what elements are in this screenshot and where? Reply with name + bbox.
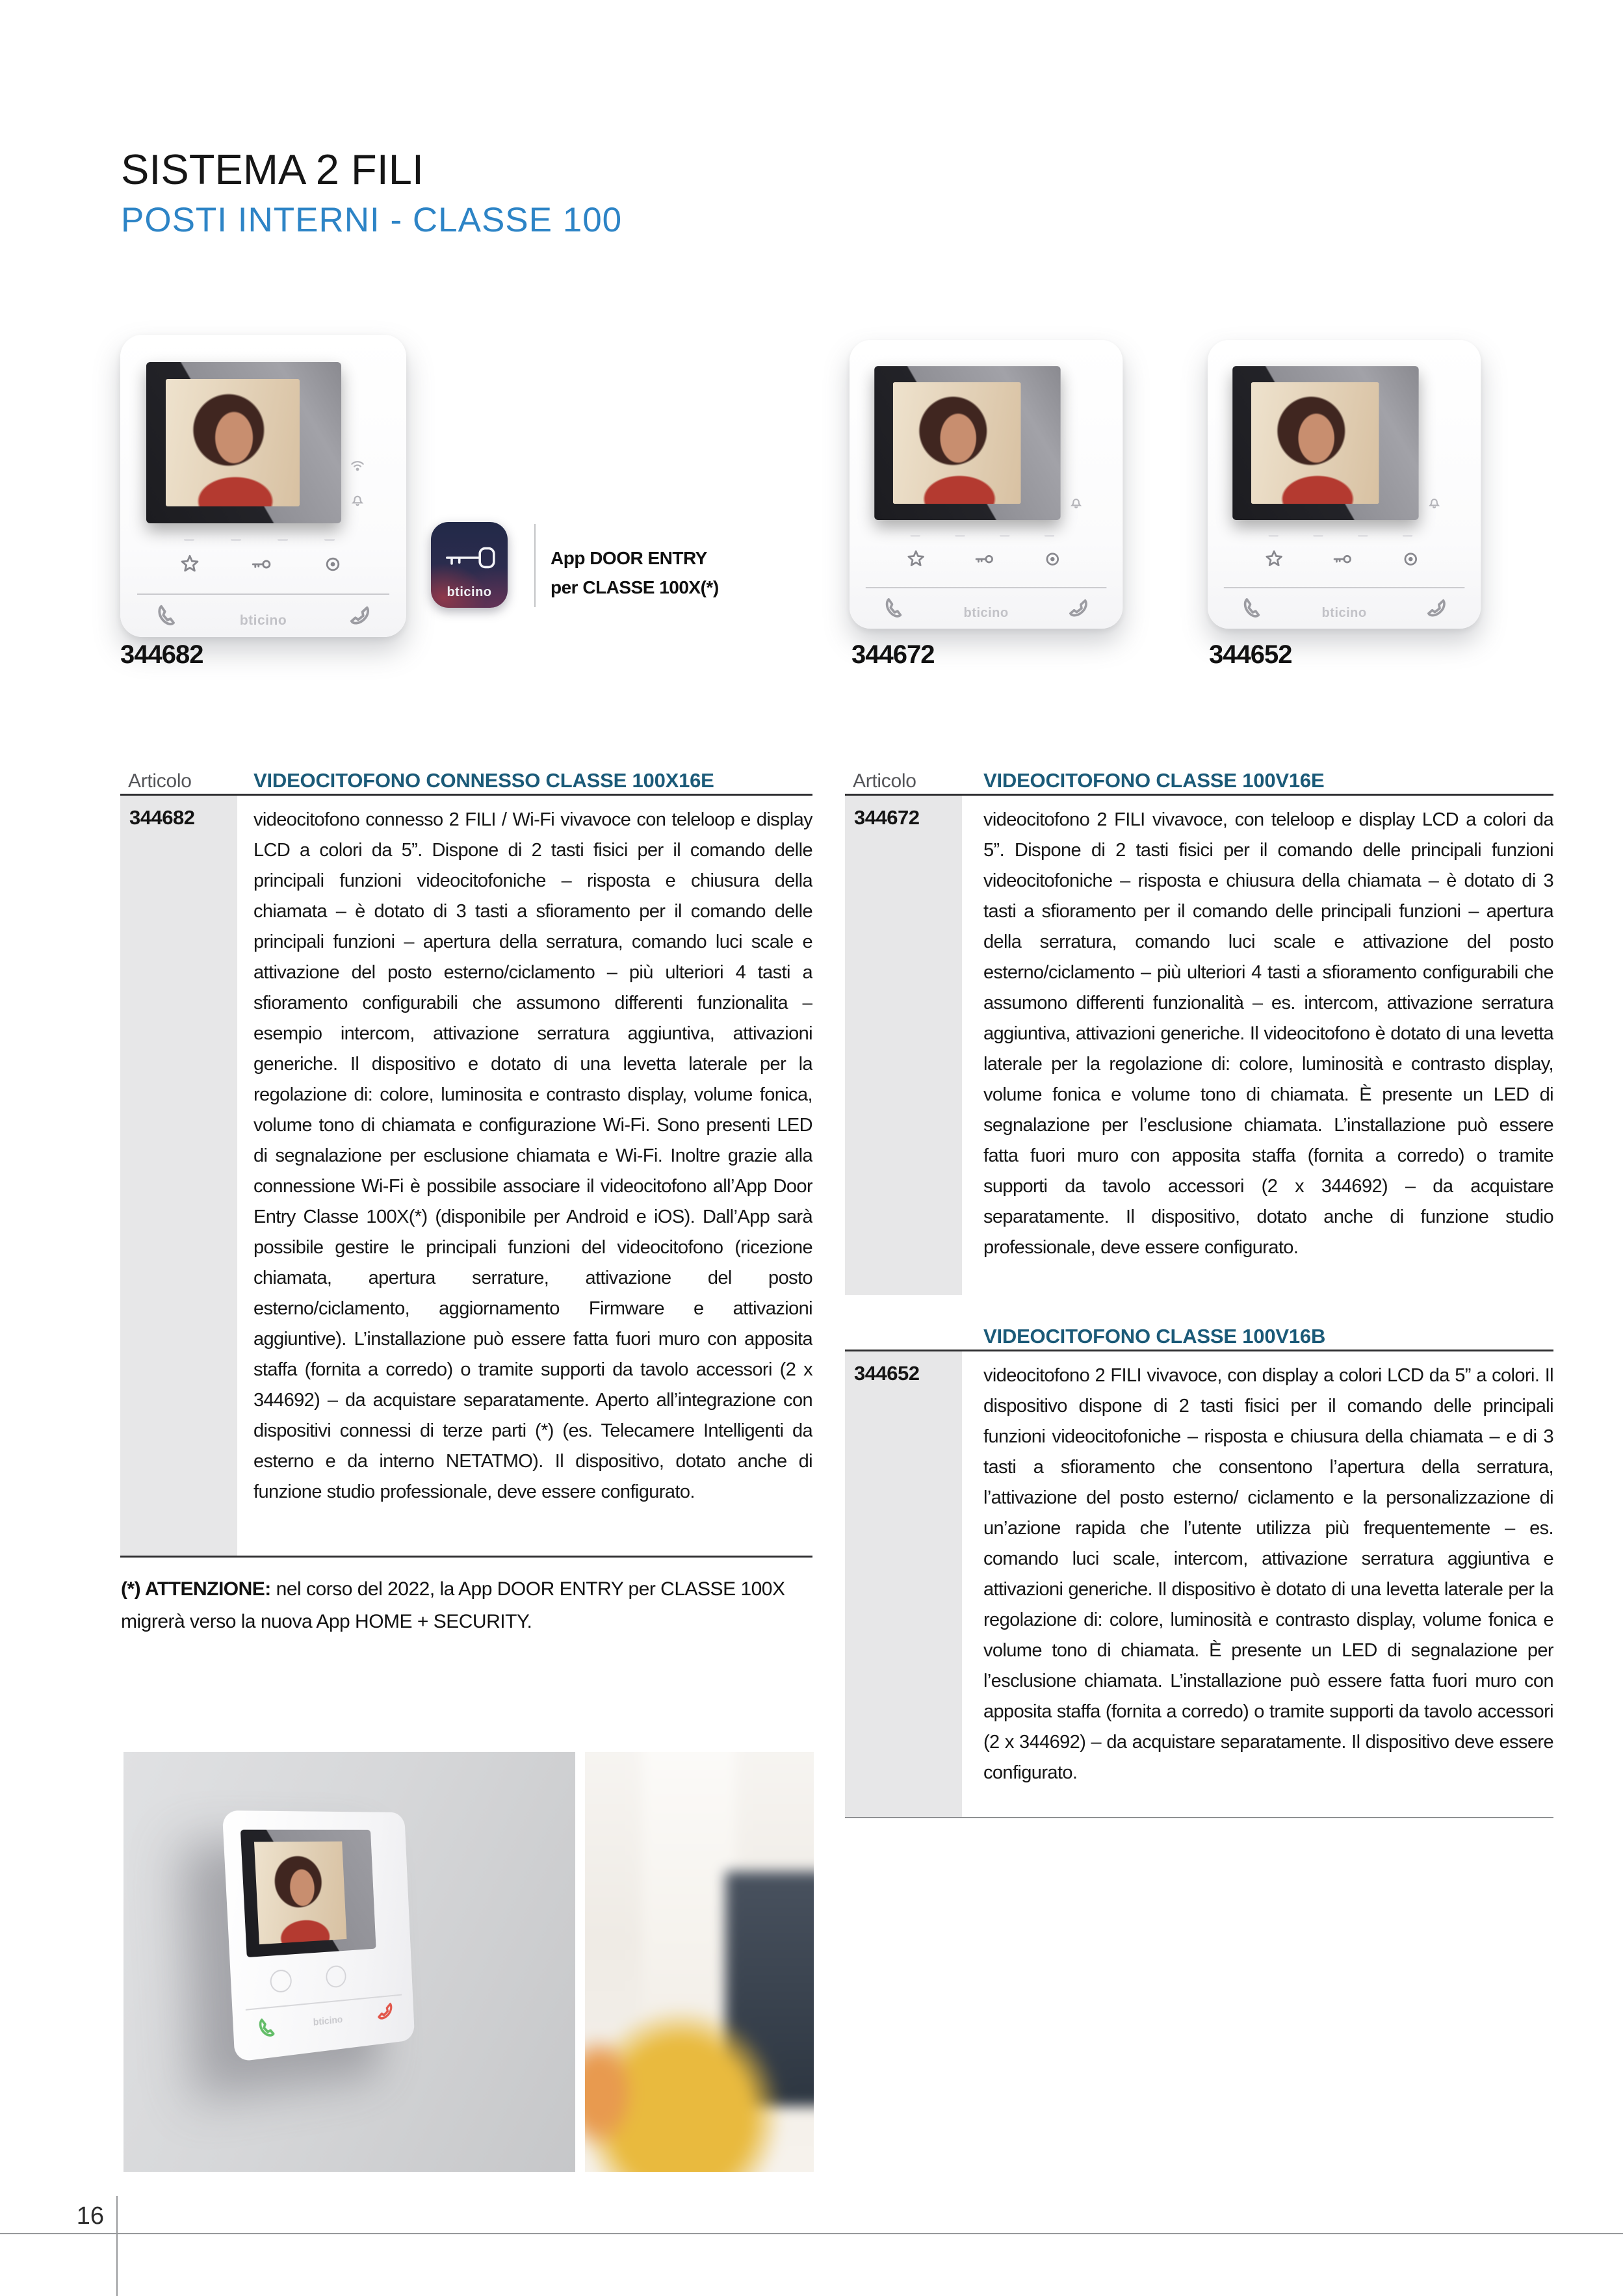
caller-portrait-image (166, 379, 300, 506)
device-side-leds (349, 457, 366, 508)
left-table-article-number: 344682 (129, 806, 195, 829)
favorite-star-icon (905, 549, 926, 569)
right-table-bottom-article-cell (845, 1351, 962, 1817)
device-screen (240, 1830, 376, 1957)
end-call-handset-icon (374, 2000, 396, 2023)
right-table-column-header: Articolo (853, 770, 916, 792)
lifestyle-photo-wall-mounted-intercom (123, 1752, 575, 2172)
favorite-star-icon (179, 553, 201, 575)
bticino-logo: bticino (239, 613, 287, 628)
caller-portrait-image (254, 1842, 346, 1944)
wifi-icon (349, 457, 366, 474)
bell-icon (1426, 494, 1442, 510)
device-side-leds (1068, 494, 1084, 510)
bticino-logo: bticino (1321, 605, 1367, 620)
right-table-top-title: VIDEOCITOFONO CLASSE 100V16E (983, 769, 1325, 792)
footer-rule (0, 2233, 1623, 2234)
device-screen (1232, 366, 1419, 520)
product-image-344672 (850, 340, 1123, 629)
left-table-column-header: Articolo (128, 770, 192, 792)
app-badge-divider (534, 524, 536, 607)
right-table-bottom-article-number: 344652 (854, 1362, 920, 1385)
app-badge-line1: App DOOR ENTRY (551, 548, 707, 568)
product-code: 344682 (120, 640, 203, 669)
bell-icon (1068, 494, 1084, 510)
device-divider (1224, 587, 1465, 588)
device-divider (137, 594, 389, 595)
device-config-marks (1269, 528, 1413, 536)
blurred-interior-scene (585, 1752, 814, 2172)
bell-icon (349, 491, 366, 508)
end-call-handset-icon (1423, 594, 1451, 622)
device-side-leds (1426, 494, 1442, 510)
device-screen (874, 366, 1061, 520)
wall-mounted-device (222, 1810, 415, 2062)
device-config-marks (911, 528, 1055, 536)
footer-corner-mark (116, 2196, 118, 2296)
right-table-bottom-rule (845, 1817, 1553, 1818)
door-key-icon (974, 549, 994, 569)
device-touch-buttons (905, 549, 1063, 569)
lifestyle-photo-interior (585, 1752, 814, 2172)
right-table-bottom-title: VIDEOCITOFONO CLASSE 100V16B (983, 1325, 1326, 1348)
attention-note-label: (*) ATTENZIONE: (121, 1578, 271, 1600)
left-table-article-cell (120, 796, 237, 1556)
page-number: 16 (76, 2202, 104, 2230)
device-touch-buttons (179, 553, 344, 575)
left-table-bottom-rule (120, 1556, 812, 1558)
app-icon-brand-label: bticino (447, 585, 492, 599)
product-image-344682 (120, 335, 406, 637)
favorite-star-icon (1264, 549, 1284, 569)
page-subtitle: POSTI INTERNI - CLASSE 100 (121, 201, 623, 239)
app-badge-line2: per CLASSE 100X(*) (551, 577, 719, 597)
attention-note (121, 1573, 797, 1638)
left-table-description: videocitofono connesso 2 FILI / Wi-Fi vivavoce con teleloop e display LCD a colori da 5”. Dispone di 2 tasti fisici per il comando delle principali funzioni videocitofoniche – risposta e chiusura della chiamata – è dotato di 3 tasti a sfioramento per il comando delle principali funzioni – apertura della serratura, comando luci scale e attivazione del posto esterno/ciclamento – più ulteriori 4 tasti a sfioramento configurabili che assumono differenti funzionalita – esempio intercom, attivazione serratura aggiuntiva, attivazioni generiche. Il dispositivo e dotato di una levetta laterale per la regolazione di: colore, luminosita e contrasto display, volume fonica, volume tono di chiamata e configurazione Wi-Fi. Sono presenti LED di segnalazione per esclusione chiamata e Wi-Fi. Inoltre grazie alla connessione Wi-Fi è possibile associare il videocitofono all’App Door Entry Classe 100X(*) (disponibile per Android e iOS). Dall’App sarà possibile gestire le principali funzioni del videocitofono (ricezione chiamata, apertura serrature, attivazione del posto esterno/ciclamento, aggiornamento Firmware e attivazioni aggiuntive). L’installazione può essere fatta fuori muro con apposita staffa (fornita a corredo) o tramite supporti da tavolo accessori (2 x 344692) – da acquistare separatamente. Aperto all’integrazione con dispositivi connessi di terze parti (*) (es. Telecamere Intelligenti da esterno e da interno NETATMO). Il dispositivo, dotato anche di funzione studio professionale, deve essere configurato. (253, 809, 812, 1502)
device-touch-buttons (270, 1965, 346, 1994)
product-code: 344652 (1209, 640, 1292, 669)
page-title: SISTEMA 2 FILI (121, 146, 424, 193)
product-image-344652 (1208, 340, 1481, 629)
settings-icon (1400, 549, 1421, 569)
caller-portrait-image (1251, 382, 1379, 504)
attention-note-text: nel corso del 2022, la App DOOR ENTRY per CLASSE 100X migrerà verso la nuova App HOME + SECURITY. (121, 1578, 785, 1632)
left-table-title: VIDEOCITOFONO CONNESSO CLASSE 100X16E (253, 769, 714, 792)
door-entry-app-icon (431, 522, 508, 608)
product-code: 344672 (851, 640, 935, 669)
app-badge-label (551, 543, 719, 602)
bticino-logo: bticino (313, 2014, 343, 2028)
right-table-top-description: videocitofono 2 FILI vivavoce, con teleloop e display LCD a colori da 5”. Dispone di 2 tasti fisici per il comando delle principali funzioni videocitofoniche – risposta e chiusura della chiamata – è dotato di 3 tasti a sfioramento per il comando delle principali funzioni – apertura della serratura, comando luci scale e attivazione del posto esterno/ciclamento – più ulteriori 4 tasti a sfioramento configurabili che assumono differenti funzionalità – es. intercom, attivazione serratura aggiuntiva, attivazioni generiche. Il videocitofono è dotato di una levetta laterale per la regolazione di: colore, luminosità e contrasto display, volume fonica e volume tono di chiamata. È presente un LED di segnalazione per l’esclusione chiamata. L’installazione può essere fatta fuori muro con apposita staffa (fornita a corredo) o tramite supporti da tavolo accessori (2 x 344692) – da acquistare separatamente. Il dispositivo, dotato anche di funzione studio professionale, deve essere configurato. (983, 809, 1553, 1258)
right-table-bottom-description: videocitofono 2 FILI vivavoce, con display a colori LCD da 5” a colori. Il dispositivo dispone di 2 tasti fisici per il comando delle principali funzioni videocitofoniche – risposta e chiusura della chiamata – e di 3 tasti a sfioramento che consentono l’apertura della serratura, l’attivazione del posto esterno/ ciclamento e la personalizzazione di un’azione rapida che l’utente utilizza più frequentemente – es. comando luci scale, intercom, attivazione serratura aggiuntiva e attivazioni generiche. Il dispositivo è dotato di una levetta laterale per la regolazione di: colore, luminosità e contrasto display, volume fonica e volume tono di chiamata. È presente un LED di segnalazione per l’esclusione chiamata. L’installazione può essere fatta fuori muro con apposita staffa (fornita a corredo) o tramite supporti da tavolo accessori (2 x 344692) – da acquistare separatamente. Il dispositivo deve essere configurato. (983, 1365, 1553, 1783)
end-call-handset-icon (1065, 594, 1093, 622)
door-key-icon (250, 553, 272, 575)
caller-portrait-image (893, 382, 1021, 504)
device-screen (146, 362, 341, 523)
settings-icon (1042, 549, 1063, 569)
device-divider (866, 587, 1107, 588)
bticino-logo: bticino (963, 605, 1009, 620)
device-touch-buttons (1264, 549, 1422, 569)
device-config-marks (184, 532, 335, 541)
right-table-top-article-cell (845, 796, 962, 1295)
settings-icon (322, 553, 344, 575)
end-call-handset-icon (345, 601, 374, 630)
right-table-top-article-number: 344672 (854, 806, 920, 829)
door-key-icon (1332, 549, 1353, 569)
key-icon (439, 540, 500, 575)
